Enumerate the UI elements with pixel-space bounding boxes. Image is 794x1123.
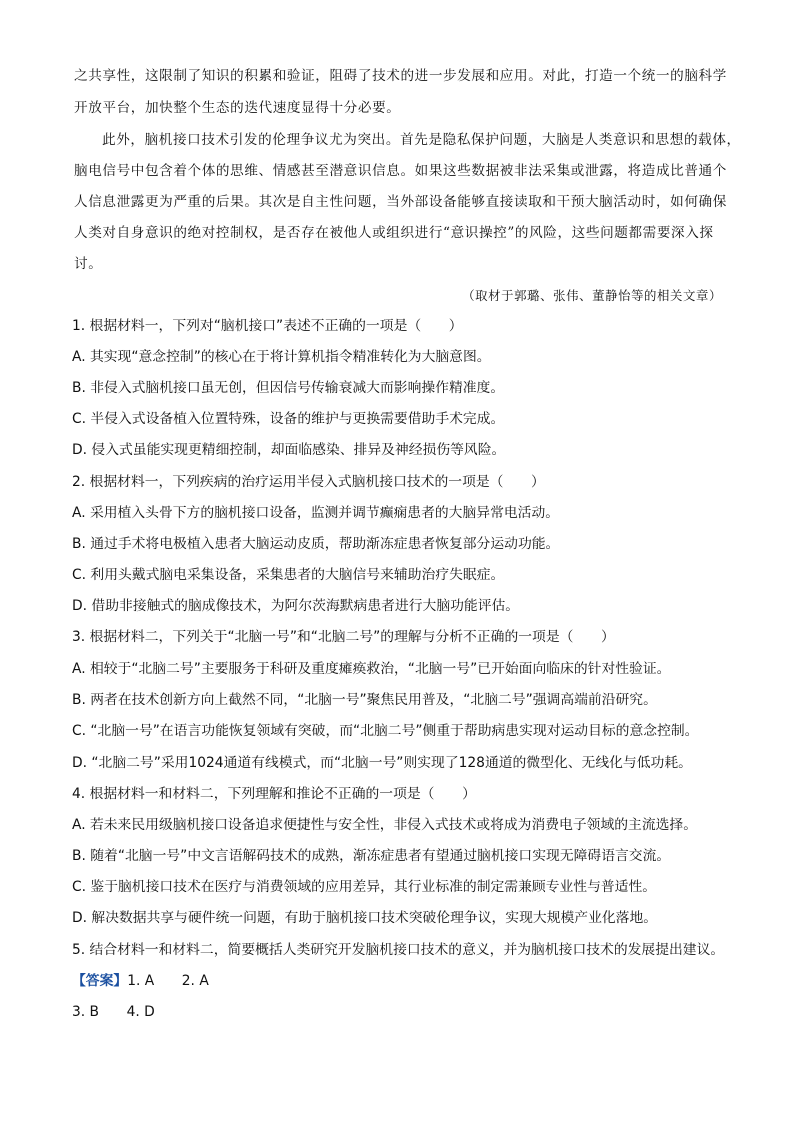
option-d: D. 解决数据共享与硬件统一问题，有助于脑机接口技术突破伦理争议，实现大规模产业化落地。 bbox=[72, 910, 658, 926]
option-b: B. 通过手术将电极植入患者大脑运动皮质，帮助渐冻症患者恢复部分运动功能。 bbox=[72, 536, 560, 552]
answer-tag: 【答案】 bbox=[72, 973, 128, 989]
option-b: B. 随着“北脑一号”中文言语解码技术的成熟，渐冻症患者有望通过脑机接口实现无障碍语言交流。 bbox=[72, 848, 671, 864]
passage-line: 人类对自身意识的绝对控制权，是否存在被他人或组织进行“意识操控”的风险，这些问题都需要深入探 bbox=[74, 225, 714, 241]
option-a: A. 采用植入头骨下方的脑机接口设备，监测并调节癫痫患者的大脑异常电活动。 bbox=[72, 505, 560, 521]
passage-source: （取材于郭璐、张伟、董静怡等的相关文章） bbox=[462, 288, 722, 303]
passage-line: 脑电信号中包含着个体的思维、情感甚至潜意识信息。如果这些数据被非法采集或泄露，将造成比普通个 bbox=[74, 163, 727, 179]
answer-line: 3. B 4. D bbox=[72, 1004, 155, 1020]
option-c: C. 鉴于脑机接口技术在医疗与消费领域的应用差异，其行业标准的制定需兼顾专业性与普适性。 bbox=[72, 879, 657, 895]
answer-line bbox=[72, 971, 209, 991]
question-stem: 1. 根据材料一，下列对“脑机接口”表述不正确的一项是（ ） bbox=[72, 318, 463, 334]
option-b: B. 非侵入式脑机接口虽无创，但因信号传输衰减大而影响操作精准度。 bbox=[72, 380, 505, 396]
option-c: C. 利用头戴式脑电采集设备，采集患者的大脑信号来辅助治疗失眠症。 bbox=[72, 567, 505, 583]
passage-line: 开放平台，加快整个生态的迭代速度显得十分必要。 bbox=[74, 100, 401, 116]
passage-line: 此外，脑机接口技术引发的伦理争议尤为突出。首先是隐私保护问题，大脑是人类意识和思想的载体， bbox=[102, 132, 741, 148]
answer-values: 1. A 2. A bbox=[127, 973, 209, 989]
question-stem: 2. 根据材料一，下列疾病的治疗运用半侵入式脑机接口技术的一项是（ ） bbox=[72, 474, 545, 490]
option-d: D. “北脑二号”采用1024通道有线模式，而“北脑一号”则实现了128通道的微型化、无线化与低功耗。 bbox=[72, 755, 692, 771]
passage-line: 之共享性，这限制了知识的积累和验证，阻碍了技术的进一步发展和应用。对此，打造一个统一的脑科学 bbox=[74, 68, 727, 84]
passage-line: 人信息泄露更为严重的后果。其次是自主性问题，当外部设备能够直接读取和干预大脑活动时，如何确保 bbox=[74, 194, 727, 210]
question-stem: 3. 根据材料二，下列关于“北脑一号”和“北脑二号”的理解与分析不正确的一项是（ ） bbox=[72, 629, 615, 645]
passage-line: 讨。 bbox=[74, 256, 103, 272]
option-d: D. 借助非接触式的脑成像技术，为阿尔茨海默病患者进行大脑功能评估。 bbox=[72, 598, 520, 614]
option-a: A. 其实现“意念控制”的核心在于将计算机指令精准转化为大脑意图。 bbox=[72, 349, 491, 365]
option-c: C. 半侵入式设备植入位置特殊，设备的维护与更换需要借助手术完成。 bbox=[72, 411, 505, 427]
option-b: B. 两者在技术创新方向上截然不同，“北脑一号”聚焦民用普及，“北脑二号”强调高端前沿研究。 bbox=[72, 692, 657, 708]
question-stem: 5. 结合材料一和材料二，简要概括人类研究开发脑机接口技术的意义，并为脑机接口技术的发展提出建议。 bbox=[72, 942, 725, 958]
option-d: D. 侵入式虽能实现更精细控制，却面临感染、排异及神经损伤等风险。 bbox=[72, 442, 506, 458]
option-a: A. 相较于“北脑二号”主要服务于科研及重度瘫痪救治，“北脑一号”已开始面向临床的针对性验证。 bbox=[72, 661, 671, 677]
question-stem: 4. 根据材料一和材料二，下列理解和推论不正确的一项是（ ） bbox=[72, 786, 476, 802]
option-a: A. 若未来民用级脑机接口设备追求便捷性与安全性，非侵入式技术或将成为消费电子领域的主流选择。 bbox=[72, 817, 698, 833]
option-c: C. “北脑一号”在语言功能恢复领域有突破，而“北脑二号”侧重于帮助病患实现对运动目标的意念控制。 bbox=[72, 723, 699, 739]
